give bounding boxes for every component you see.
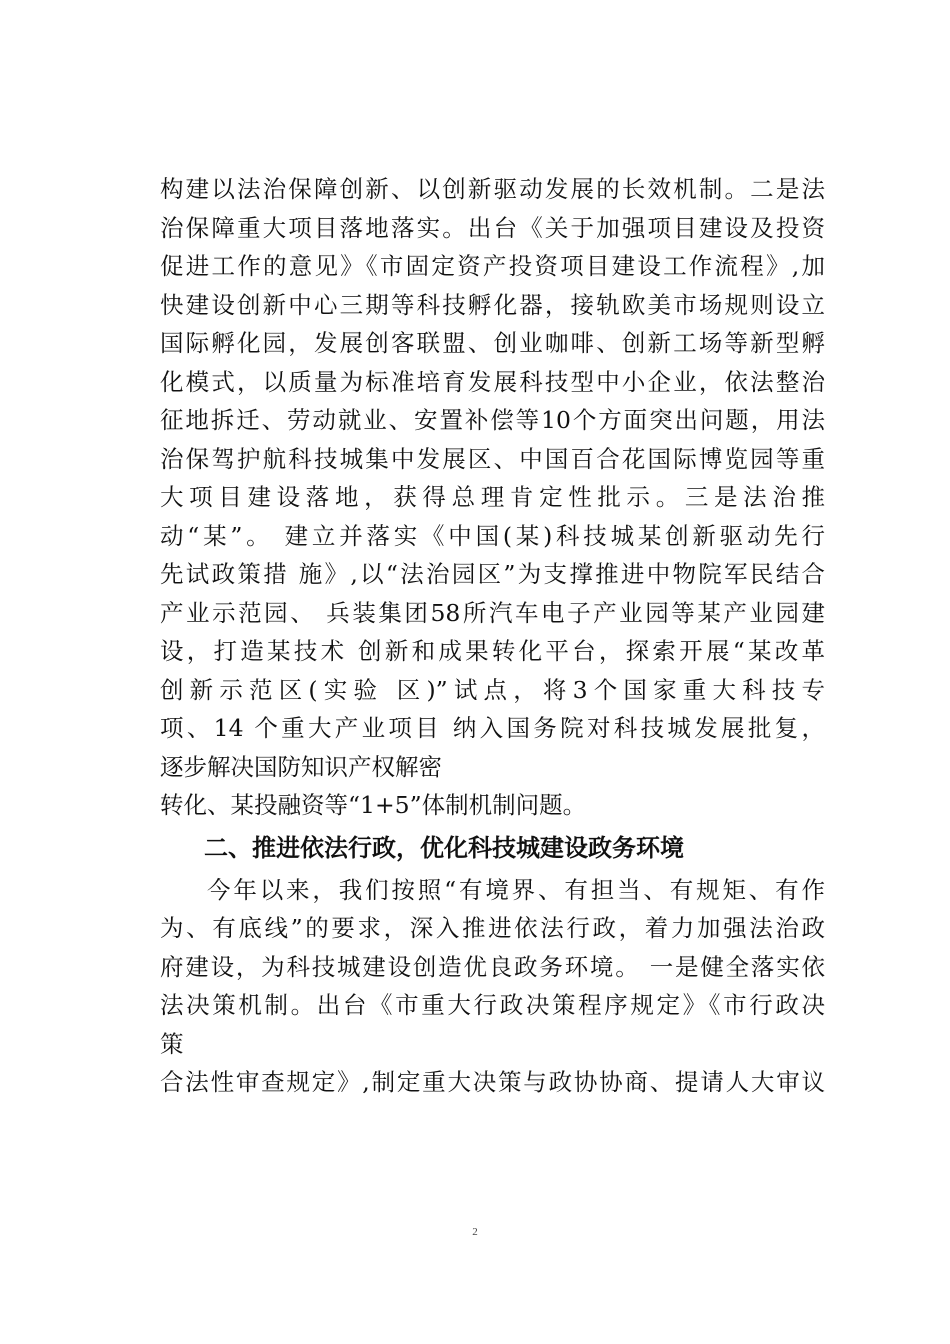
text-line: 法决策机制。出台《市重大行政决策程序规定》《市行政决 (160, 991, 825, 1019)
page-number: 2 (472, 1226, 478, 1238)
text-line: 设，打造某技术 创新和成果转化平台，探索开展“某改革 (160, 637, 825, 665)
text-line: 动“某”。 建立并落实《中国(某)科技城某创新驱动先行 (160, 521, 825, 550)
paragraph-1 (160, 170, 825, 825)
text-line: 大项目建设落地，获得总理肯定性批示。三是法治推 (160, 483, 825, 511)
text-line: 逐步解决国防知识产权解密 (160, 752, 442, 781)
text-line: 化模式，以质量为标准培育发展科技型中小企业，依法整治 (160, 367, 825, 396)
text-line: 先试政策措 施》,以“法治园区”为支撑推进中物院军民结合 (160, 560, 825, 588)
document-body (160, 170, 825, 1102)
text-line: 创新示范区(实验 区)”试点，将3个国家重大科技专 (160, 675, 825, 704)
text-line: 策 (160, 1029, 184, 1058)
text-line: 产业示范园、 兵装集团58所汽车电子产业园等某产业园建 (160, 598, 825, 627)
section-heading: 二、推进依法行政，优化科技城建设政务环境 (204, 833, 684, 862)
text-line: 治保驾护航科技城集中发展区、中国百合花国际博览园等重 (160, 444, 825, 473)
text-line: 转化、某投融资等“1+5”体制机制问题。 (160, 791, 587, 819)
text-line: 项、14 个重大产业项目 纳入国务院对科技城发展批复， (160, 714, 825, 742)
text-line: 征地拆迁、劳动就业、安置补偿等10个方面突出问题，用法 (160, 406, 825, 434)
text-line: 府建设，为科技城建设创造优良政务环境。 一是健全落实依 (160, 952, 825, 981)
text-line: 为、有底线”的要求，深入推进依法行政，着力加强法治政 (160, 914, 825, 942)
text-line: 快建设创新中心三期等科技孵化器，接轨欧美市场规则设立 (160, 290, 825, 319)
text-line: 构建以法治保障创新、以创新驱动发展的长效机制。二是法 (160, 175, 825, 203)
text-line: 合法性审查规定》,制定重大决策与政协协商、提请人大审议 (160, 1068, 825, 1096)
text-line: 国际孵化园，发展创客联盟、创业咖啡、创新工场等新型孵 (160, 329, 825, 357)
paragraph-2 (160, 871, 825, 1102)
text-line: 促进工作的意见》《市固定资产投资项目建设工作流程》,加 (160, 252, 825, 280)
text-line: 今年以来，我们按照“有境界、有担当、有规矩、有作 (207, 875, 825, 904)
text-line: 治保障重大项目落地落实。出台《关于加强项目建设及投资 (160, 213, 825, 242)
